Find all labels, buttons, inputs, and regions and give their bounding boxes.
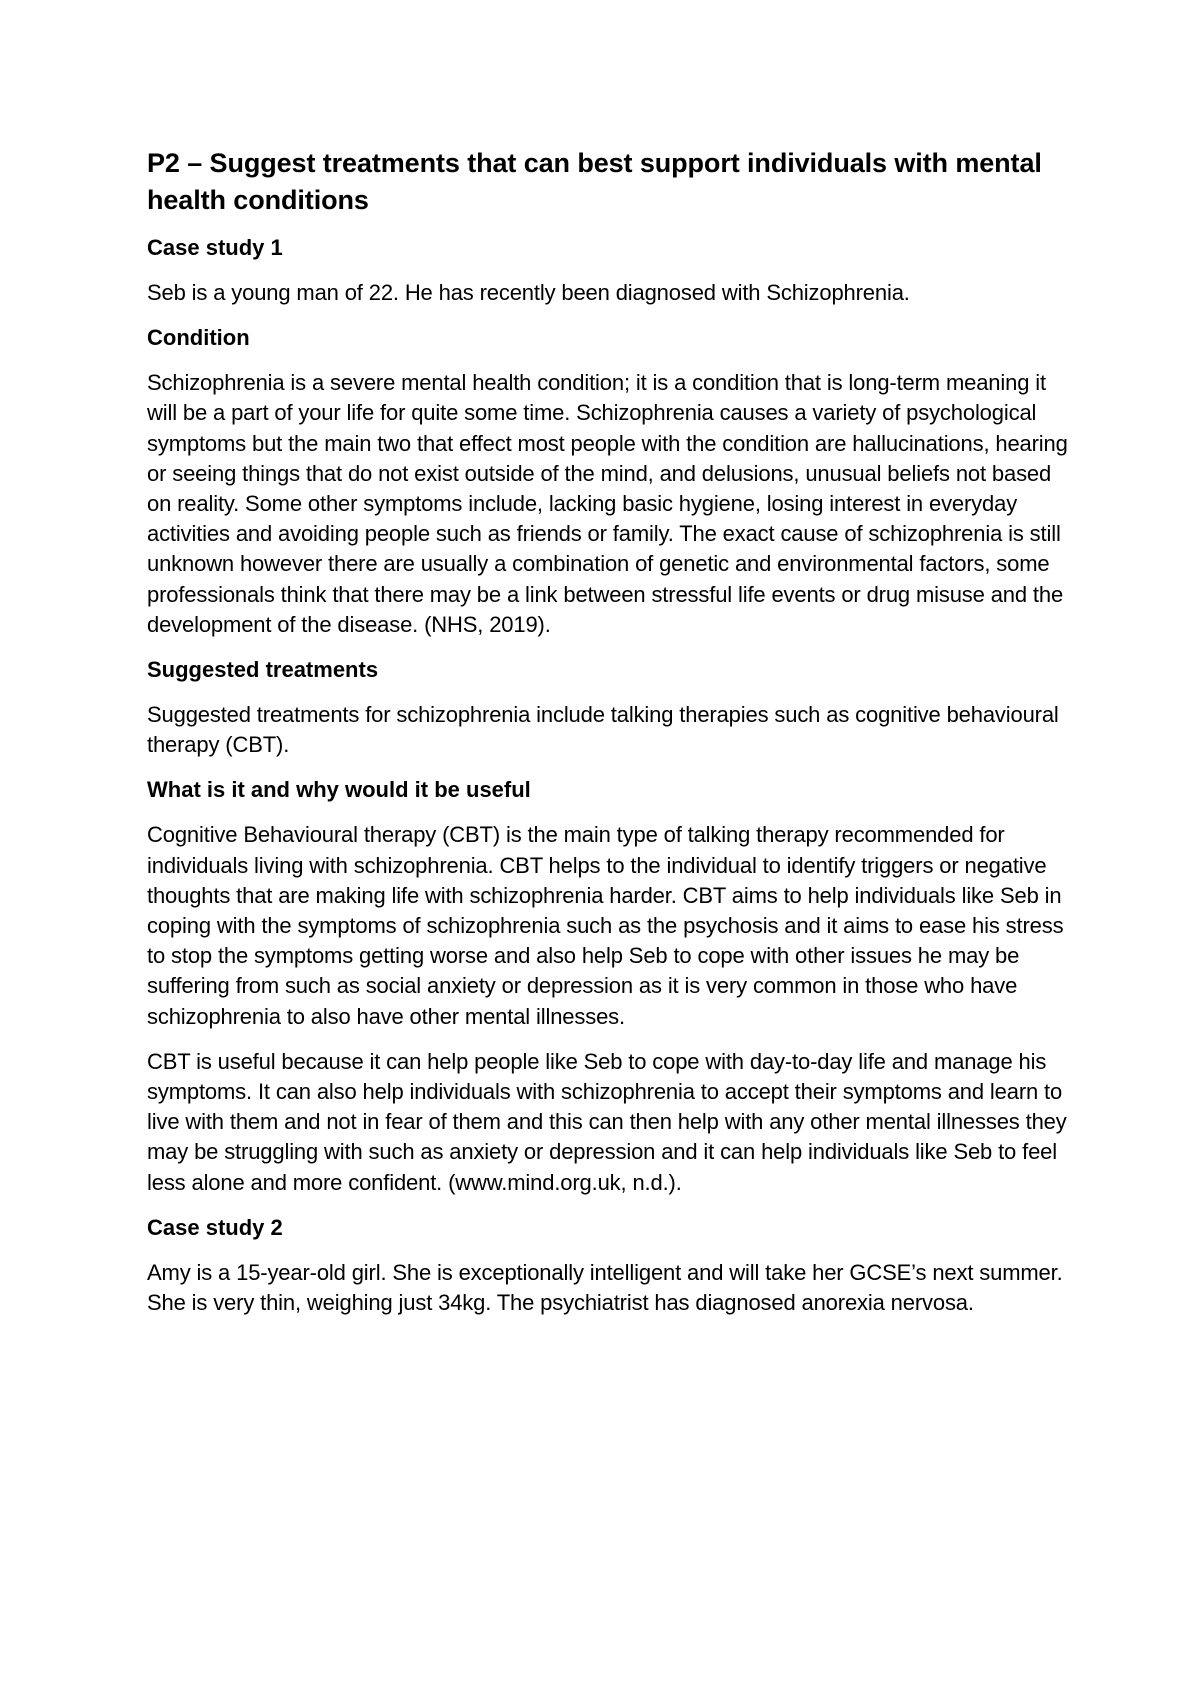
suggested-treatments-text: Suggested treatments for schizophrenia include talking therapies such as cognitive behavioural therapy (CBT). (147, 702, 1059, 758)
cbt-usefulness-text: CBT is useful because it can help people like Seb to cope with day-to-day life and manage his symptoms. It can also help individuals with schizophrenia to accept their symptoms and learn to live with them and not in fear of them and this can then help with any other mental illnesses they may be struggling with such as anxiety or depression and it can help individuals like Seb to feel less alone and more confident. (www.mind.org.uk, n.d.). (147, 1048, 1067, 1195)
case-study-1-heading: Case study 1 (147, 235, 283, 260)
case-study-2-heading: Case study 2 (147, 1214, 283, 1240)
condition-heading: Condition (147, 325, 250, 351)
document-page (147, 145, 1077, 1333)
document-title: P2 – Suggest treatments that can best support individuals with mental health conditions (147, 148, 1042, 215)
case-study-1-intro: Seb is a young man of 22. He has recently been diagnosed with Schizophrenia. (147, 280, 910, 305)
what-is-it-heading: What is it and why would it be useful (147, 777, 531, 803)
suggested-treatments-heading: Suggested treatments (147, 657, 379, 683)
cbt-description-text: Cognitive Behavioural therapy (CBT) is the main type of talking therapy recommended for individuals living with schizophrenia. CBT helps to the individual to identify triggers or negative thoughts that are making life with schizophrenia harder. CBT aims to help individuals like Seb in coping with the symptoms of schizophrenia such as the psychosis and it aims to ease his stress to stop the symptoms getting worse and also help Seb to cope with other issues he may be suffering from such as social anxiety or depression as it is very common in those who have schizophrenia to also have other mental illnesses. (147, 822, 1064, 1029)
condition-text: Schizophrenia is a severe mental health condition; it is a condition that is long-term meaning it will be a part of your life for quite some time. Schizophrenia causes a variety of psychological symptoms but the main two that effect most people with the condition are hallucinations, hearing or seeing things that do not exist outside of the mind, and delusions, unusual beliefs not based on reality. Some other symptoms include, lacking basic hygiene, losing interest in everyday activities and avoiding people such as friends or family. The exact cause of schizophrenia is still unknown however there are usually a combination of genetic and environmental factors, some professionals think that there may be a link between stressful life events or drug misuse and the development of the disease. (NHS, 2019). (147, 370, 1068, 637)
case-study-2-intro: Amy is a 15-year-old girl. She is exceptionally intelligent and will take her GCSE’s next summer. She is very thin, weighing just 34kg. The psychiatrist has diagnosed anorexia nervosa. (147, 1259, 1063, 1316)
